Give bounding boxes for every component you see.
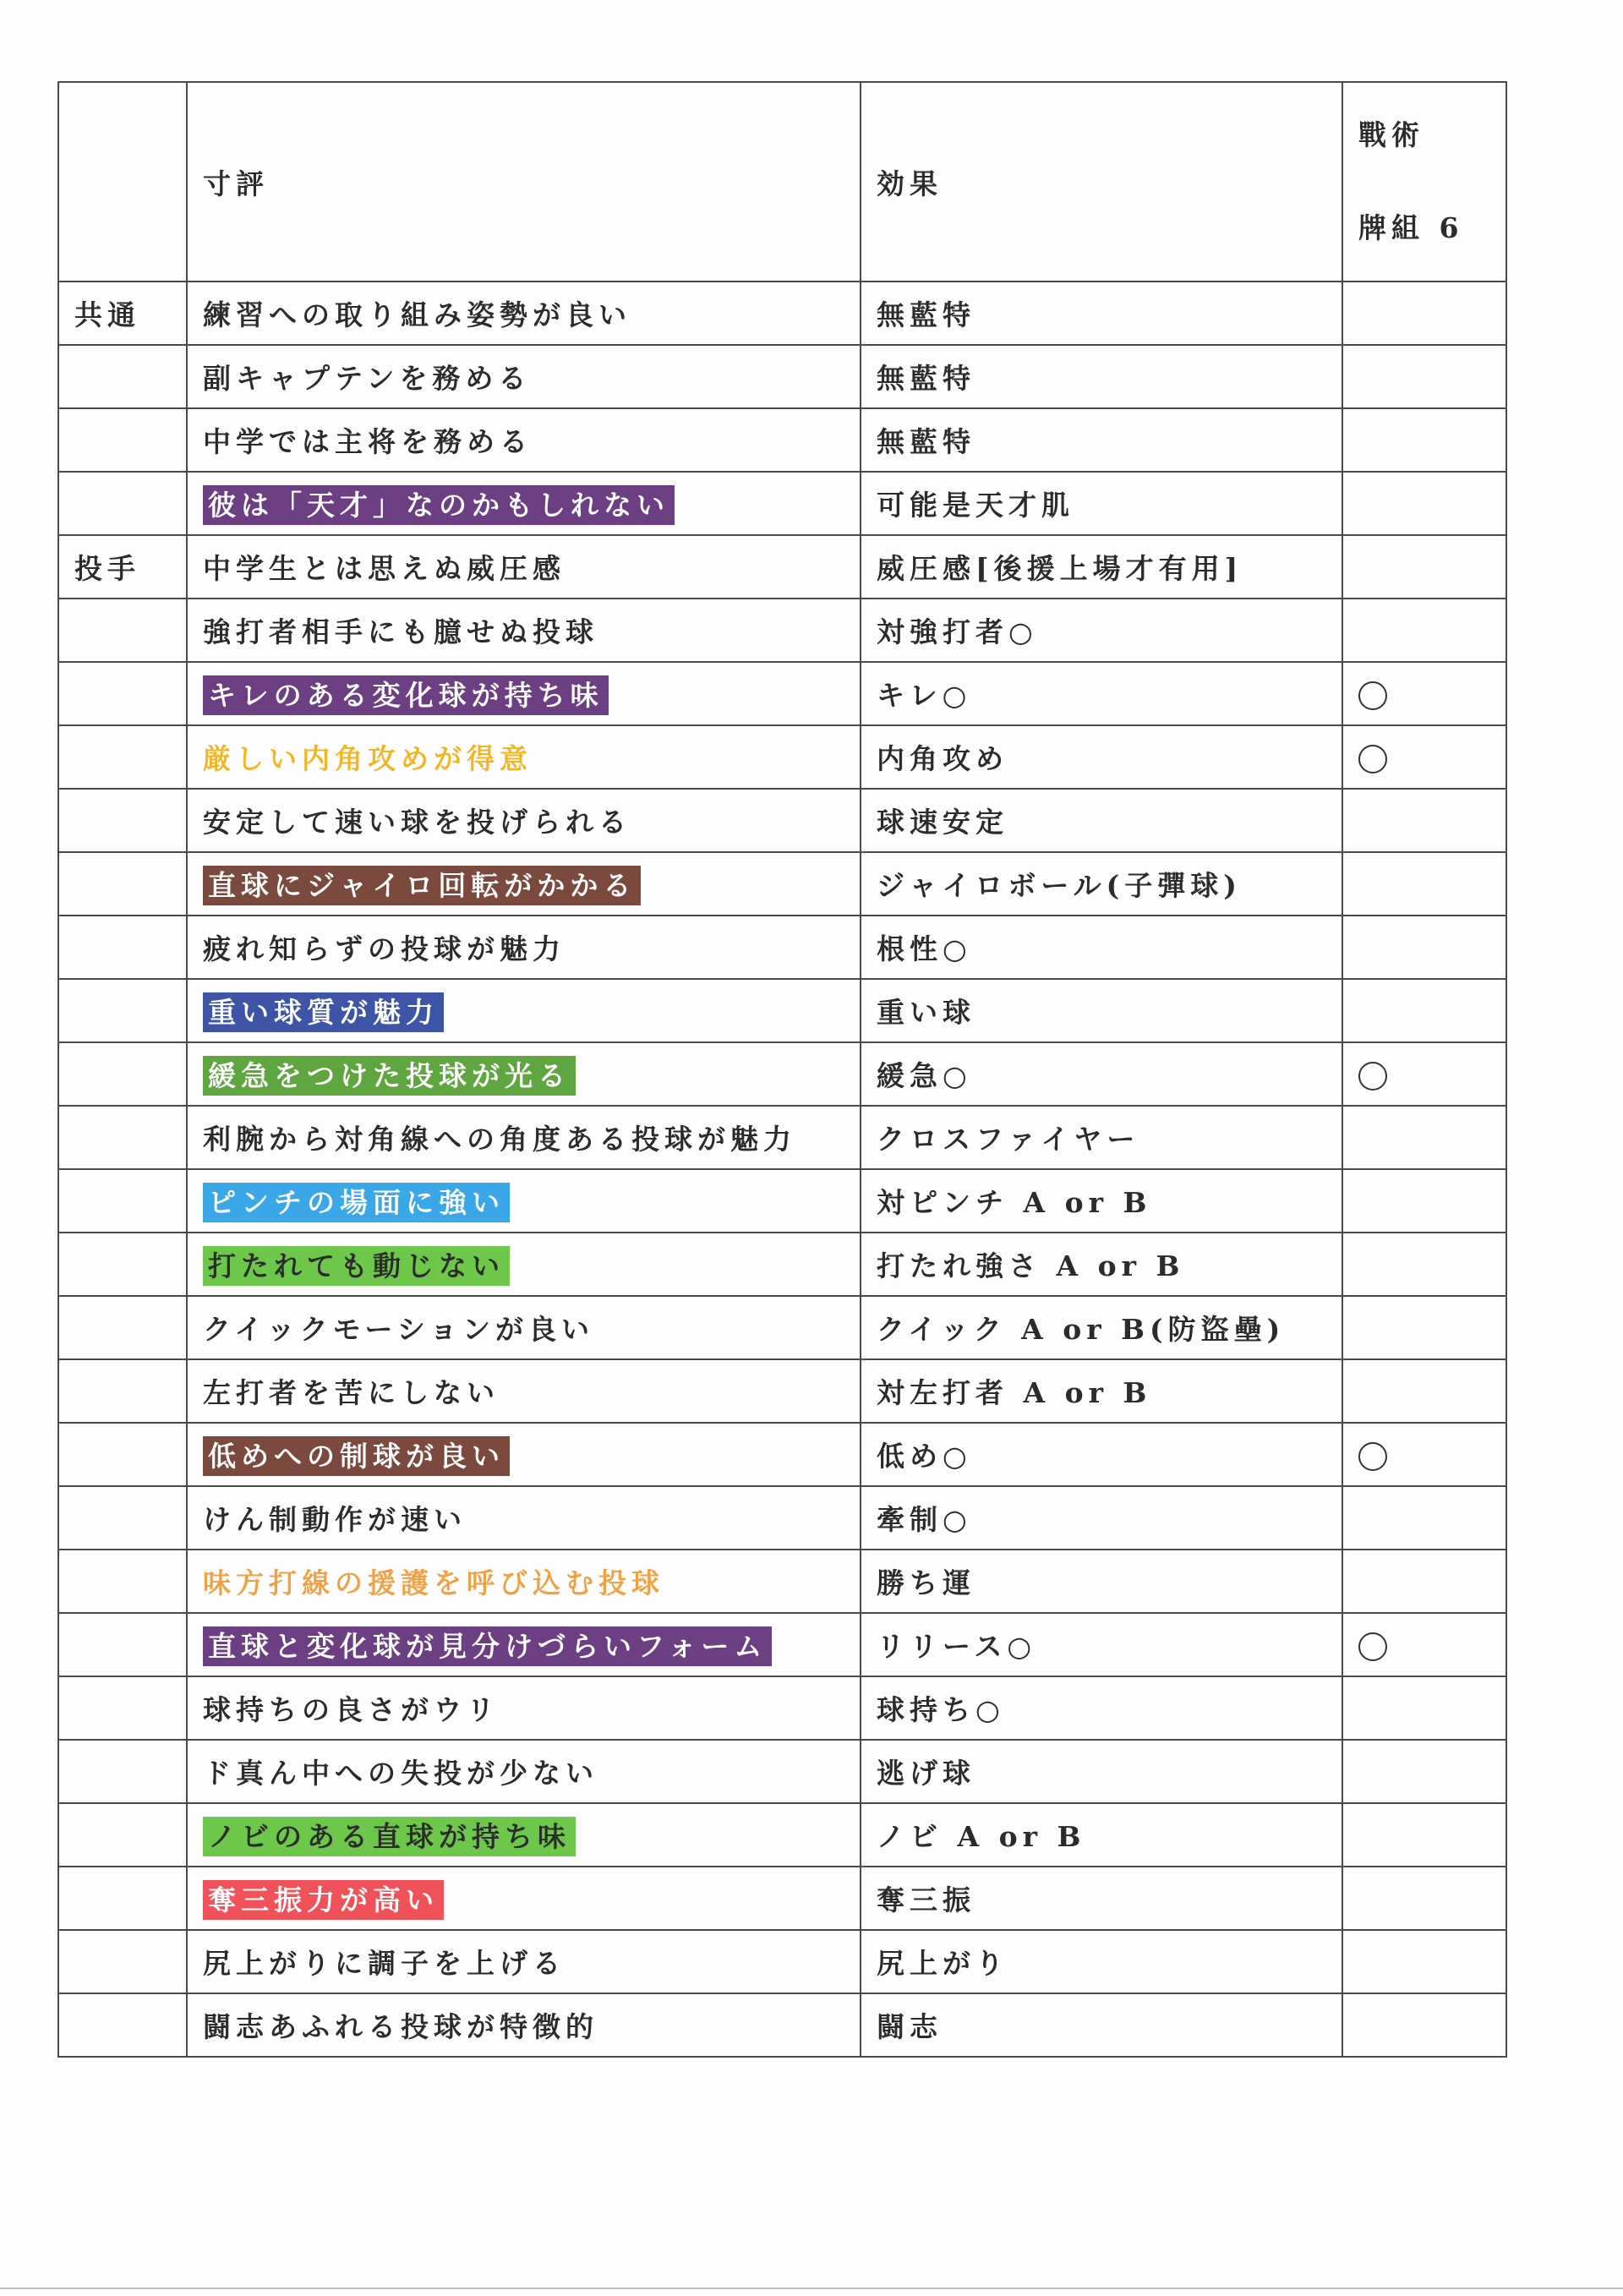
circle-mark-icon xyxy=(1358,745,1387,774)
eval-text: 味方打線の援護を呼び込む投球 xyxy=(203,1566,664,1599)
tactic-cell xyxy=(1342,1803,1506,1867)
category-cell xyxy=(58,1106,187,1169)
effect-cell: 逃げ球 xyxy=(861,1740,1342,1803)
effect-cell: 牽制○ xyxy=(861,1486,1342,1550)
effect-cell: 対強打者○ xyxy=(861,599,1342,662)
tactic-cell xyxy=(1342,662,1506,725)
table-row xyxy=(58,852,1506,916)
table-row xyxy=(58,1233,1506,1296)
table-row xyxy=(58,472,1506,535)
header-tactic-line1: 戰術 xyxy=(1358,118,1424,151)
category-cell xyxy=(58,1740,187,1803)
eval-text: 打たれても動じない xyxy=(203,1246,510,1286)
category-cell xyxy=(58,1233,187,1296)
eval-text: 彼は「天才」なのかもしれない xyxy=(203,485,675,525)
table-row xyxy=(58,1867,1506,1930)
eval-cell xyxy=(187,599,861,662)
category-cell xyxy=(58,1169,187,1233)
effect-cell: 無藍特 xyxy=(861,282,1342,345)
tactic-cell xyxy=(1342,282,1506,345)
effect-cell: 球速安定 xyxy=(861,789,1342,852)
effect-cell: 根性○ xyxy=(861,916,1342,979)
eval-cell xyxy=(187,1867,861,1930)
eval-cell xyxy=(187,1613,861,1676)
eval-cell xyxy=(187,1106,861,1169)
category-cell xyxy=(58,979,187,1042)
circle-mark-icon xyxy=(1358,1442,1387,1471)
header-row xyxy=(58,82,1506,282)
effect-cell: 勝ち運 xyxy=(861,1550,1342,1613)
eval-text: 利腕から対角線への角度ある投球が魅力 xyxy=(203,1123,796,1156)
eval-cell xyxy=(187,535,861,599)
eval-text: 強打者相手にも臆せぬ投球 xyxy=(203,615,598,648)
eval-text: 疲れ知らずの投球が魅力 xyxy=(203,932,566,965)
eval-cell xyxy=(187,1359,861,1423)
eval-text: 練習への取り組み姿勢が良い xyxy=(203,298,631,331)
tactic-cell xyxy=(1342,852,1506,916)
category-cell: 投手 xyxy=(58,535,187,599)
effect-cell: 球持ち○ xyxy=(861,1676,1342,1740)
effect-cell: 対左打者 A or B xyxy=(861,1359,1342,1423)
table-row xyxy=(58,1169,1506,1233)
eval-text: 重い球質が魅力 xyxy=(203,992,444,1032)
tactic-cell xyxy=(1342,535,1506,599)
tactic-cell xyxy=(1342,345,1506,408)
category-cell xyxy=(58,852,187,916)
effect-cell: 奪三振 xyxy=(861,1867,1342,1930)
tactic-cell xyxy=(1342,472,1506,535)
tactic-cell xyxy=(1342,1993,1506,2057)
effect-cell: ジャイロボール(子彈球) xyxy=(861,852,1342,916)
eval-cell xyxy=(187,1930,861,1993)
header-eval: 寸評 xyxy=(187,82,861,282)
table-row xyxy=(58,1613,1506,1676)
table-row xyxy=(58,1930,1506,1993)
category-cell xyxy=(58,662,187,725)
effect-cell: 無藍特 xyxy=(861,408,1342,472)
eval-cell xyxy=(187,345,861,408)
header-effect: 効果 xyxy=(861,82,1342,282)
tactic-cell xyxy=(1342,1486,1506,1550)
ability-table xyxy=(57,81,1507,2058)
eval-cell xyxy=(187,408,861,472)
category-cell: 共通 xyxy=(58,282,187,345)
tactic-cell xyxy=(1342,1106,1506,1169)
tactic-cell xyxy=(1342,1613,1506,1676)
table-row xyxy=(58,1042,1506,1106)
circle-mark-icon xyxy=(1358,1062,1387,1091)
eval-text: 左打者を苦にしない xyxy=(203,1376,500,1409)
eval-text: 尻上がりに調子を上げる xyxy=(203,1947,566,1980)
table-row xyxy=(58,1993,1506,2057)
eval-text: ノビのある直球が持ち味 xyxy=(203,1817,576,1856)
eval-text: 中学では主将を務める xyxy=(203,425,533,458)
category-cell xyxy=(58,1993,187,2057)
table-row xyxy=(58,1423,1506,1486)
eval-cell xyxy=(187,1423,861,1486)
category-cell xyxy=(58,1867,187,1930)
effect-cell: 無藍特 xyxy=(861,345,1342,408)
category-cell xyxy=(58,1486,187,1550)
category-cell xyxy=(58,789,187,852)
eval-text: 副キャプテンを務める xyxy=(203,362,532,395)
eval-text: 中学生とは思えぬ威圧感 xyxy=(203,552,566,585)
tactic-cell xyxy=(1342,1359,1506,1423)
eval-cell xyxy=(187,725,861,789)
category-cell xyxy=(58,599,187,662)
category-cell xyxy=(58,1423,187,1486)
eval-text: けん制動作が速い xyxy=(203,1503,467,1536)
eval-cell xyxy=(187,662,861,725)
category-cell xyxy=(58,1359,187,1423)
page-bottom-edge xyxy=(0,2288,1623,2289)
effect-cell: 尻上がり xyxy=(861,1930,1342,1993)
category-cell xyxy=(58,1930,187,1993)
table-row xyxy=(58,282,1506,345)
eval-cell xyxy=(187,1296,861,1359)
effect-cell: リリース○ xyxy=(861,1613,1342,1676)
category-cell xyxy=(58,1803,187,1867)
eval-text: 奪三振力が高い xyxy=(203,1880,444,1920)
tactic-cell xyxy=(1342,1867,1506,1930)
tactic-cell xyxy=(1342,599,1506,662)
table-row xyxy=(58,1550,1506,1613)
tactic-cell xyxy=(1342,725,1506,789)
table-row xyxy=(58,662,1506,725)
effect-cell: 緩急○ xyxy=(861,1042,1342,1106)
eval-cell xyxy=(187,1550,861,1613)
effect-cell: 威圧感[後援上場才有用] xyxy=(861,535,1342,599)
tactic-cell xyxy=(1342,1169,1506,1233)
eval-cell xyxy=(187,1740,861,1803)
category-cell xyxy=(58,408,187,472)
eval-cell xyxy=(187,789,861,852)
eval-text: 球持ちの良さがウリ xyxy=(203,1693,500,1726)
table-row xyxy=(58,1106,1506,1169)
category-cell xyxy=(58,916,187,979)
effect-cell: 打たれ強さ A or B xyxy=(861,1233,1342,1296)
eval-text: ピンチの場面に強い xyxy=(203,1183,510,1222)
tactic-cell xyxy=(1342,1930,1506,1993)
table-row xyxy=(58,1676,1506,1740)
table-row xyxy=(58,408,1506,472)
eval-text: 低めへの制球が良い xyxy=(203,1436,510,1476)
tactic-cell xyxy=(1342,1550,1506,1613)
table-row xyxy=(58,1803,1506,1867)
eval-cell xyxy=(187,1803,861,1867)
effect-cell: 低め○ xyxy=(861,1423,1342,1486)
category-cell xyxy=(58,1296,187,1359)
eval-text: 安定して速い球を投げられる xyxy=(203,806,631,839)
tactic-cell xyxy=(1342,1233,1506,1296)
effect-cell: 可能是天才肌 xyxy=(861,472,1342,535)
eval-cell xyxy=(187,1042,861,1106)
table-row xyxy=(58,979,1506,1042)
table-row xyxy=(58,725,1506,789)
eval-cell xyxy=(187,1676,861,1740)
eval-text: ド真ん中への失投が少ない xyxy=(203,1757,598,1790)
table-row xyxy=(58,1486,1506,1550)
effect-cell: キレ○ xyxy=(861,662,1342,725)
table-row xyxy=(58,916,1506,979)
eval-text: 直球にジャイロ回転がかかる xyxy=(203,866,641,905)
effect-cell: 内角攻め xyxy=(861,725,1342,789)
tactic-cell xyxy=(1342,1042,1506,1106)
tactic-cell xyxy=(1342,789,1506,852)
eval-cell xyxy=(187,979,861,1042)
header-tactic xyxy=(1342,82,1506,282)
circle-mark-icon xyxy=(1358,681,1387,710)
effect-cell: クイック A or B(防盜壘) xyxy=(861,1296,1342,1359)
tactic-cell xyxy=(1342,979,1506,1042)
eval-cell xyxy=(187,1486,861,1550)
category-cell xyxy=(58,1613,187,1676)
category-cell xyxy=(58,345,187,408)
tactic-cell xyxy=(1342,916,1506,979)
eval-cell xyxy=(187,1993,861,2057)
table-row xyxy=(58,599,1506,662)
eval-cell xyxy=(187,1233,861,1296)
eval-cell xyxy=(187,852,861,916)
category-cell xyxy=(58,1676,187,1740)
effect-cell: 闘志 xyxy=(861,1993,1342,2057)
eval-text: 緩急をつけた投球が光る xyxy=(203,1056,576,1096)
table-row xyxy=(58,1296,1506,1359)
eval-text: キレのある変化球が持ち味 xyxy=(203,675,609,715)
category-cell xyxy=(58,1550,187,1613)
category-cell xyxy=(58,725,187,789)
table-row xyxy=(58,345,1506,408)
eval-text: クイックモーションが良い xyxy=(203,1313,595,1346)
effect-cell: クロスファイヤー xyxy=(861,1106,1342,1169)
header-tactic-line2: 牌組 6 xyxy=(1358,211,1464,244)
header-category-cell xyxy=(58,82,187,282)
effect-cell: 対ピンチ A or B xyxy=(861,1169,1342,1233)
category-cell xyxy=(58,472,187,535)
category-cell xyxy=(58,1042,187,1106)
table-row xyxy=(58,789,1506,852)
tactic-cell xyxy=(1342,1676,1506,1740)
tactic-cell xyxy=(1342,1740,1506,1803)
eval-cell xyxy=(187,282,861,345)
eval-cell xyxy=(187,1169,861,1233)
eval-text: 闘志あふれる投球が特徴的 xyxy=(203,2010,598,2043)
tactic-cell xyxy=(1342,1423,1506,1486)
tactic-cell xyxy=(1342,408,1506,472)
eval-text: 厳しい内角攻めが得意 xyxy=(203,742,533,775)
eval-text: 直球と変化球が見分けづらいフォーム xyxy=(203,1626,772,1666)
tactic-cell xyxy=(1342,1296,1506,1359)
table-row xyxy=(58,535,1506,599)
circle-mark-icon xyxy=(1358,1632,1387,1661)
effect-cell: ノビ A or B xyxy=(861,1803,1342,1867)
eval-cell xyxy=(187,472,861,535)
effect-cell: 重い球 xyxy=(861,979,1342,1042)
eval-cell xyxy=(187,916,861,979)
table-row xyxy=(58,1740,1506,1803)
table-row xyxy=(58,1359,1506,1423)
